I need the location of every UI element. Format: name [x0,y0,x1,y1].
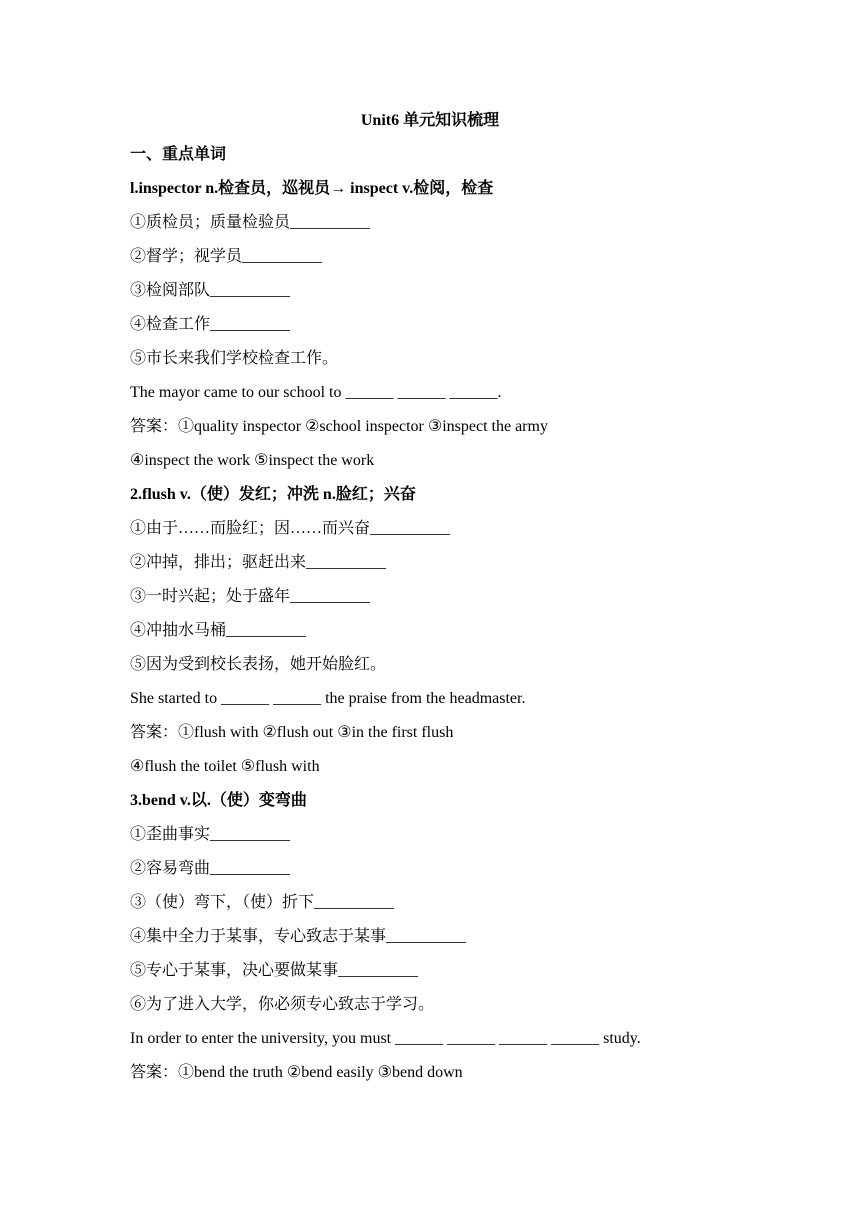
exercise-line: The mayor came to our school to ______ ______ ______. [130,384,502,401]
exercise-line: ④冲抽水马桶__________ [130,622,307,639]
document-body [130,144,730,1096]
exercise-line: ⑤专心于某事，决心要做某事__________ [130,962,419,979]
answer-line: ④inspect the work ⑤inspect the work [130,452,375,469]
exercise-line: ④检查工作__________ [130,316,291,333]
exercise-line: ③一时兴起；处于盛年__________ [130,588,371,605]
exercise-line: ①质检员；质量检验员__________ [130,214,371,231]
word-heading: l.inspector n.检查员，巡视员→ inspect v.检阅，检查 [130,180,494,197]
exercise-line: ②冲掉，排出；驱赶出来__________ [130,554,387,571]
exercise-line: ①歪曲事实__________ [130,826,291,843]
exercise-line: ⑤市长来我们学校检查工作。 [130,350,339,367]
exercise-line: ①由于……而脸红；因……而兴奋__________ [130,520,451,537]
answer-line: 答案：①flush with ②flush out ③in the first flush [130,724,454,741]
exercise-line: ⑥为了进入大学，你必须专心致志于学习。 [130,996,435,1013]
answer-line: ④flush the toilet ⑤flush with [130,758,320,775]
answer-line: 答案：①quality inspector ②school inspector ③inspect the army [130,418,548,435]
exercise-line: ④集中全力于某事，专心致志于某事__________ [130,928,467,945]
word-heading: 3.bend v.以.（使）变弯曲 [130,792,307,809]
page-title: Unit6 单元知识梳理 [360,112,500,129]
word-heading: 2.flush v.（使）发红；冲洗 n.脸红；兴奋 [130,486,416,503]
exercise-line: ⑤因为受到校长表扬，她开始脸红。 [130,656,387,673]
exercise-line: ③检阅部队__________ [130,282,291,299]
exercise-line: ③（使）弯下，（使）折下__________ [130,894,395,911]
exercise-line: ②督学；视学员__________ [130,248,323,265]
exercise-line: ②容易弯曲__________ [130,860,291,877]
exercise-line: In order to enter the university, you must ______ ______ ______ ______ study. [130,1030,641,1047]
exercise-line: She started to ______ ______ the praise from the headmaster. [130,690,526,707]
section-heading: 一、重点单词 [130,146,227,163]
answer-line: 答案：①bend the truth ②bend easily ③bend down [130,1064,463,1081]
